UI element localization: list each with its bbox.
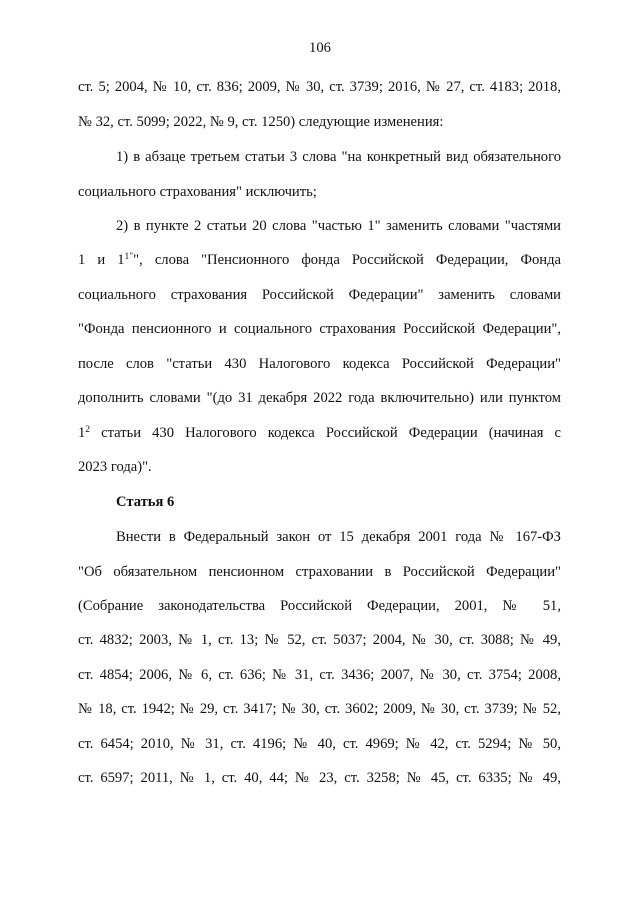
text-line: социального страхования Российской Федерации" заменить словами — [78, 287, 561, 303]
superscript: 2 — [85, 425, 91, 435]
text-line: (Собрание законодательства Российской Федерации, 2001, № 51, — [78, 598, 561, 614]
text-line: ст. 4832; 2003, № 1, ст. 13; № 52, ст. 5037; 2004, № 30, ст. 3088; № 49, — [78, 632, 561, 648]
text-fragment: статьи 430 Налогового кодекса Российской Федерации (начиная с — [101, 425, 562, 441]
text-line: № 18, ст. 1942; № 29, ст. 3417; № 30, ст. 3602; 2009, № 30, ст. 3739; № 52, — [78, 701, 561, 717]
text-line: "Об обязательном пенсионном страховании в Российской Федерации" — [78, 564, 561, 580]
article-heading: Статья 6 — [116, 494, 175, 510]
text-line: ст. 6454; 2010, № 31, ст. 4196; № 40, ст. 4969; № 42, ст. 5294; № 50, — [78, 736, 561, 752]
text-line: 2) в пункте 2 статьи 20 слова "частью 1" заменить словами "частями — [116, 218, 561, 234]
text-fragment: 1 и 1 — [78, 252, 125, 268]
text-line: ст. 5; 2004, № 10, ст. 836; 2009, № 30, ст. 3739; 2016, № 27, ст. 4183; 2018, — [78, 79, 561, 95]
text-line: дополнить словами "(до 31 декабря 2022 года включительно) или пунктом — [78, 390, 561, 406]
text-line: после слов "статьи 430 Налогового кодекса Российской Федерации" — [78, 356, 561, 372]
text-line: 1) в абзаце третьем статьи 3 слова "на конкретный вид обязательного — [116, 149, 561, 165]
text-line: Внести в Федеральный закон от 15 декабря 2001 года № 167-ФЗ — [116, 529, 561, 545]
text-line: 2023 года)". — [78, 459, 152, 475]
text-line: "Фонда пенсионного и социального страхования Российской Федерации", — [78, 321, 561, 337]
text-fragment: 1 — [78, 425, 86, 441]
text-line — [78, 423, 561, 443]
text-line: социального страхования" исключить; — [78, 184, 317, 200]
text-line: ст. 4854; 2006, № 6, ст. 636; № 31, ст. 3436; 2007, № 30, ст. 3754; 2008, — [78, 667, 561, 683]
superscript: 1" — [124, 252, 134, 262]
text-line: № 32, ст. 5099; 2022, № 9, ст. 1250) следующие изменения: — [78, 114, 444, 130]
text-line: ст. 6597; 2011, № 1, ст. 40, 44; № 23, ст. 3258; № 45, ст. 6335; № 49, — [78, 770, 561, 786]
page-number: 106 — [309, 40, 331, 56]
text-line — [78, 250, 561, 270]
text-fragment: ", слова "Пенсионного фонда Российской Федерации, Фонда — [133, 252, 561, 268]
